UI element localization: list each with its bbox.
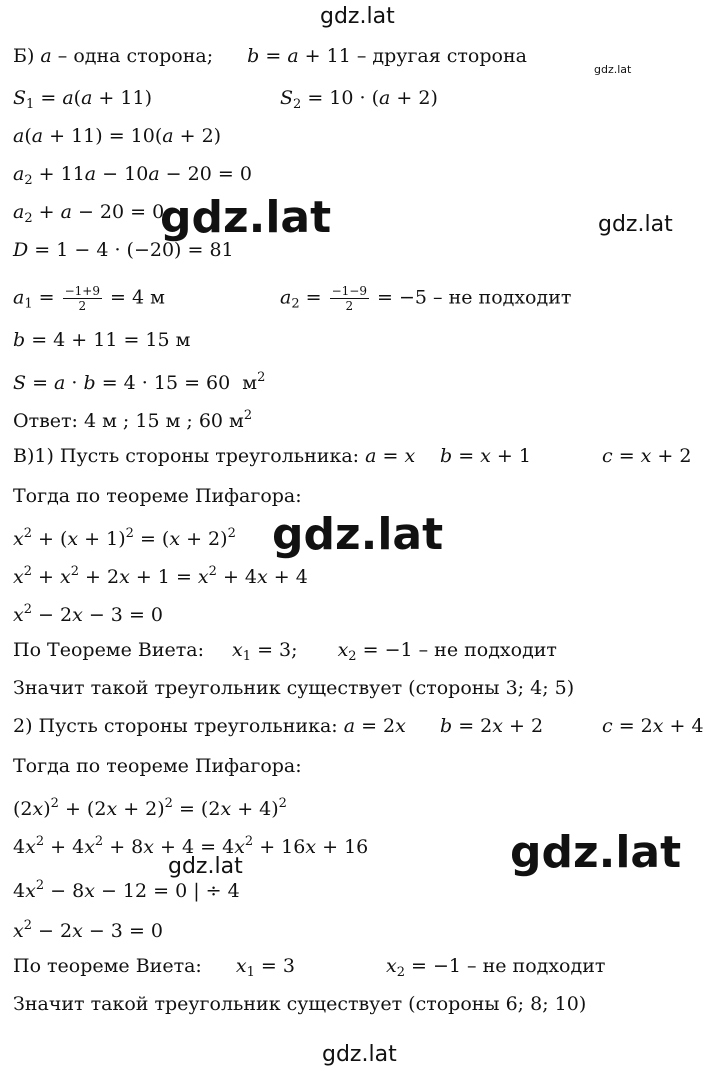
watermark-bottom: gdz.lat — [322, 1042, 397, 1067]
line-v2-sides: 2) Пусть стороны треугольника: a = 2x — [13, 715, 406, 737]
v2-eq-1: $(2x)^2 + (2x + 2)^2 = (2x + 4)^2$ — [13, 796, 287, 820]
watermark-tiny: gdz.lat — [594, 63, 632, 76]
equation-3: $a_2 + a - 20 = 0$ — [13, 201, 165, 226]
line-areas: $S_1 = a(a + 11)$ — [13, 87, 152, 112]
equation-1: a(a + 11) = 10(a + 2) — [13, 125, 222, 147]
v2-eq-3: $4x^2 - 8x - 12 = 0$ | ÷ 4 — [13, 878, 240, 902]
equation-2: $a_2 + 11a - 10a - 20 = 0$ — [13, 163, 252, 188]
side-b-value: b = 4 + 11 = 15 м — [13, 329, 191, 351]
label-b: Б) — [13, 45, 35, 67]
answer-b: Ответ: 4 м ; 15 м ; 60 $м^2$ — [13, 408, 253, 432]
area-value: S = a · b = 4 · 15 = 60 $м^2$ — [13, 370, 266, 394]
watermark-right: gdz.lat — [598, 212, 673, 237]
roots-a1: $a_1$ = $\frac{-1+9}{2}$ = 4 м — [13, 284, 165, 313]
discriminant: D = 1 − 4 · (−20) = 81 — [13, 239, 234, 261]
watermark-big-2: gdz.lat — [272, 509, 444, 560]
roots-a2: $a_2$ = $\frac{-1-9}{2}$ = −5 – не подходит — [280, 284, 572, 313]
v1-vieta: По Теореме Виета: $x_1 = 3$; $x_2 = -1$ – не подходит — [13, 639, 557, 664]
watermark-top: gdz.lat — [320, 4, 395, 29]
v2-side-c: c = 2x + 4 — [602, 715, 704, 737]
watermark-big-1: gdz.lat — [160, 192, 332, 243]
v2-vieta: По теореме Виета: $x_1 = 3$ — [13, 955, 295, 980]
v2-conclusion: Значит такой треугольник существует (стороны 6; 8; 10) — [13, 993, 587, 1015]
watermark-big-3: gdz.lat — [510, 827, 682, 878]
line-area-2: $S_2 = 10 \cdot (a + 2)$ — [280, 87, 438, 112]
v1-conclusion: Значит такой треугольник существует (стороны 3; 4; 5) — [13, 677, 575, 699]
line-sides-b: Б) a – одна сторона; b = a + 11 – другая сторона — [13, 45, 527, 67]
line-v1-sides: В)1) Пусть стороны треугольника: a = x — [13, 445, 416, 467]
v2-eq-2: $4x^2 + 4x^2 + 8x + 4 = 4x^2 + 16x + 16$ — [13, 834, 369, 858]
watermark-mid: gdz.lat — [168, 854, 243, 879]
v2-vieta-x2: $x_2 = -1$ – не подходит — [386, 955, 606, 980]
v1-eq-3: $x^2 - 2x - 3 = 0$ — [13, 602, 163, 626]
v1-side-b: b = x + 1 — [440, 445, 531, 467]
v2-side-b: b = 2x + 2 — [440, 715, 544, 737]
v1-eq-2: $x^2 + x^2 + 2x + 1 = x^2 + 4x + 4$ — [13, 564, 308, 588]
v1-eq-1: $x^2 + (x + 1)^2 = (x + 2)^2$ — [13, 526, 236, 550]
v2-eq-4: $x^2 - 2x - 3 = 0$ — [13, 918, 163, 942]
v1-side-c: c = x + 2 — [602, 445, 692, 467]
pythagoras-1: Тогда по теореме Пифагора: — [13, 485, 302, 507]
pythagoras-2: Тогда по теореме Пифагора: — [13, 755, 302, 777]
